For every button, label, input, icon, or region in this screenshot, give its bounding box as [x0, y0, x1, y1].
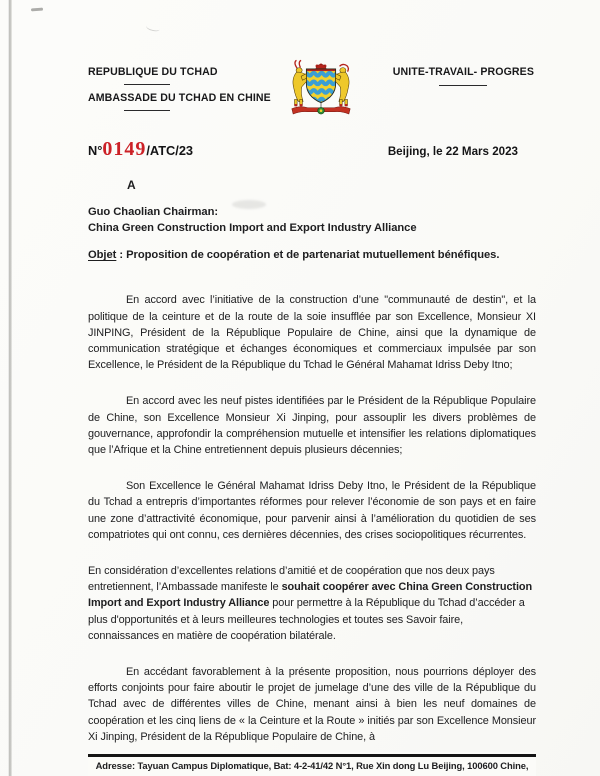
addressee-name: Guo Chaolian Chairman: [88, 206, 219, 218]
paragraph-1: En accord avec l’initiative de la construction d’une "communauté de destin", et la politique de la ceinture et de la route de la soie insufflée par son Excellence, Monsieur XI JINPING, Président de la République Populaire de Chine, ainsi que la dynamique de communication stratégique et échanges économiques et commerciaux impulsée par son Excellence, le Président de la République du Tchad le Général Mahamat Idriss Deby Itno; [88, 294, 536, 372]
scan-edge-artifact [8, 0, 12, 776]
reference-prefix: N° [88, 143, 103, 158]
paragraph-4-text: pour permettre à la République du Tchad d’accéder a plus d'opportunités et à leurs meilleures technologies et toutes ses Savoir faire, connaissances en matière de coopération bilatérale. [88, 597, 525, 642]
subject-separator: : [116, 249, 127, 262]
divider-line [124, 84, 170, 85]
paragraph-4-bold-text: souhait coopérer avec China Green Construction Import and Export Industry Alliance [88, 581, 533, 610]
footer-address: Adresse: Tayuan Campus Diplomatique, Bat: 4-2-41/42 N°1, Rue Xin dong Lu Beijing, 100600 Chine, [95, 760, 529, 772]
paragraph-5: En accédant favorablement à la présente proposition, nous pourrions déployer des efforts conjoints pour faire aboutir le projet de jumelage d’une des ville de la République du Tchad avec de différentes villes de Chine, menant ainsi à bien les neuf domaines de coopération et les cinq liens de « la Ceinture et la Route » initiés par son Excellence Monsieur Xi Jinping, Président de la République Populaire de Chine, à [88, 666, 536, 743]
reference-suffix: /ATC/23 [146, 143, 194, 158]
date-line: Beijing, le 22 Mars 2023 [387, 145, 518, 158]
letterhead [88, 66, 536, 130]
embassy-title: AMBASSADE DU TCHAD EN CHINE [88, 92, 271, 104]
subject-label: Objet [88, 249, 117, 262]
addressee-block [88, 205, 536, 236]
paragraph-2: En accord avec les neuf pistes identifiées par le Président de la République Populaire de Chine, son Excellence Monsieur Xi Jinping, pour assouplir les divers problèmes de gouvernance, approfondir la compréhension mutuelle et intensifier les relations diplomatiques que l’Afrique et la Chine entretiennent depuis plusieurs décennies; [88, 395, 536, 457]
reference-number [88, 138, 193, 161]
chad-coat-of-arms-icon [281, 59, 361, 125]
letter-body [88, 292, 536, 745]
republic-title: REPUBLIQUE DU TCHAD [88, 66, 218, 78]
footer [88, 752, 536, 776]
footer-divider-line [88, 754, 536, 757]
subject-text: Proposition de coopération et de partenariat mutuellement bénéfiques. [126, 249, 500, 262]
letterhead-right [393, 66, 534, 86]
reference-number-value: 0149 [102, 138, 147, 160]
addressee-organization: China Green Construction Import and Export Industry Alliance [88, 221, 417, 234]
divider-line [124, 110, 170, 111]
divider-line [439, 85, 487, 86]
paragraph-3: Son Excellence le Général Mahamat Idriss Deby Itno, le Président de la République du Tchad a entrepris d’importantes réformes pour relever l’économie de son pays et en faire une zone d’attractivité économique, pour parvenir ainsi à l’amélioration du quotidien de ses compatriotes qui ont connu, ces dernières décennies, des crises sociopolitiques récurrentes. [88, 480, 536, 541]
paragraph-4-text: En considération d’excellentes relations d’amitié et de coopération que nos deux pays entretiennent, l’Ambassade manifeste le [88, 565, 495, 594]
subject-line [88, 247, 534, 263]
scan-smudge-artifact [145, 22, 160, 32]
letter-content [88, 66, 536, 765]
pen-mark-artifact [31, 8, 43, 12]
addressee-marker: A [127, 178, 136, 192]
national-motto: UNITE-TRAVAIL- PROGRES [392, 66, 534, 78]
letterhead-left [88, 66, 271, 118]
reference-date-row [88, 138, 536, 164]
paragraph-4 [88, 563, 536, 644]
